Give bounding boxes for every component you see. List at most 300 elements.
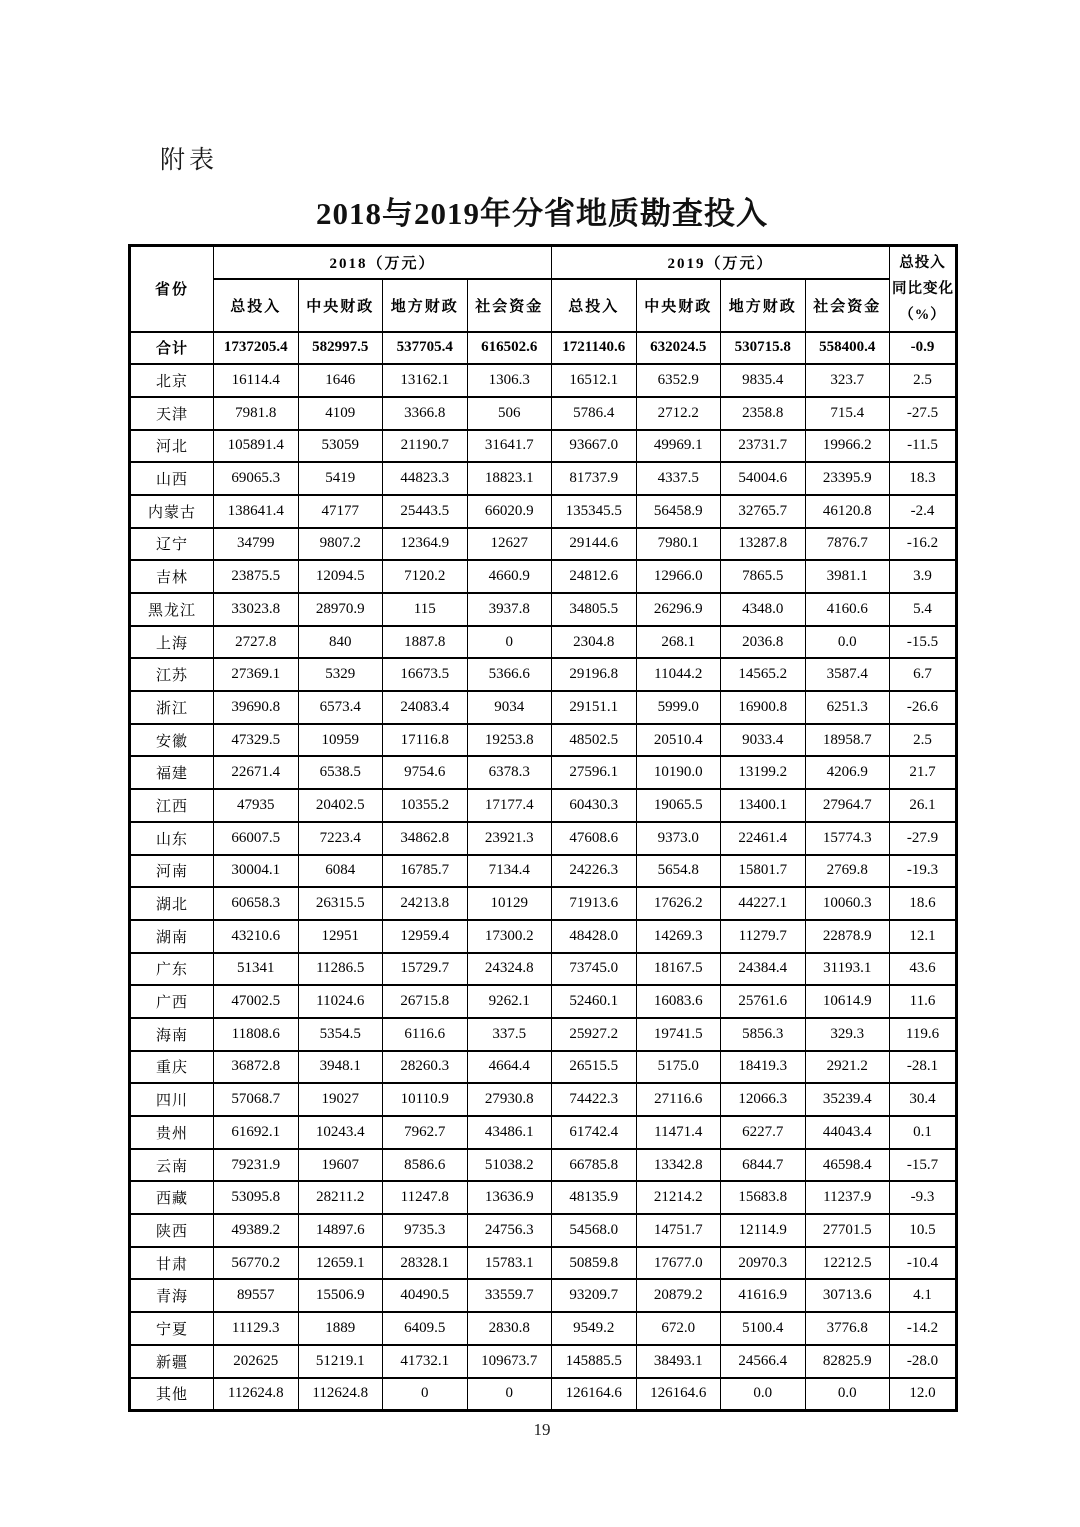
header-row-groups — [130, 246, 957, 279]
cell-value: 11237.9 — [805, 1181, 890, 1214]
cell-value: 19966.2 — [805, 430, 890, 463]
cell-value: 60658.3 — [214, 887, 299, 920]
cell-value: 50859.8 — [552, 1247, 637, 1280]
cell-province: 江西 — [130, 789, 214, 822]
cell-value: 11024.6 — [298, 985, 383, 1018]
cell-value: 0.0 — [805, 626, 890, 659]
cell-value: 17177.4 — [467, 789, 552, 822]
cell-value: 16785.7 — [383, 855, 468, 888]
cell-value: 1737205.4 — [214, 332, 299, 365]
cell-value: 16900.8 — [721, 691, 806, 724]
cell-province: 合计 — [130, 332, 214, 365]
cell-value: 54568.0 — [552, 1214, 637, 1247]
cell-value: 5419 — [298, 462, 383, 495]
cell-value: 4664.4 — [467, 1051, 552, 1084]
cell-value: 4348.0 — [721, 593, 806, 626]
cell-value: 60430.3 — [552, 789, 637, 822]
cell-value: 4109 — [298, 397, 383, 430]
cell-value: 26315.5 — [298, 887, 383, 920]
cell-value: 22878.9 — [805, 920, 890, 953]
cell-change-pct: -28.1 — [890, 1051, 957, 1084]
table-row — [130, 332, 957, 365]
cell-value: 19065.5 — [636, 789, 721, 822]
cell-province: 安徽 — [130, 724, 214, 757]
table-row — [130, 1181, 957, 1214]
cell-value: 4660.9 — [467, 560, 552, 593]
cell-value: 20879.2 — [636, 1279, 721, 1312]
cell-value: 34799 — [214, 528, 299, 561]
table-row — [130, 1083, 957, 1116]
cell-value: 34862.8 — [383, 822, 468, 855]
cell-province: 广西 — [130, 985, 214, 1018]
cell-value: 840 — [298, 626, 383, 659]
cell-value: 27116.6 — [636, 1083, 721, 1116]
cell-value: 9373.0 — [636, 822, 721, 855]
cell-change-pct: -15.7 — [890, 1149, 957, 1182]
cell-province: 广东 — [130, 953, 214, 986]
cell-value: 18958.7 — [805, 724, 890, 757]
cell-value: 2712.2 — [636, 397, 721, 430]
cell-value: 11286.5 — [298, 953, 383, 986]
cell-value: 22461.4 — [721, 822, 806, 855]
table-row — [130, 822, 957, 855]
cell-value: 15774.3 — [805, 822, 890, 855]
cell-value: 34805.5 — [552, 593, 637, 626]
cell-change-pct: 0.1 — [890, 1116, 957, 1149]
cell-value: 15729.7 — [383, 953, 468, 986]
cell-value: 8586.6 — [383, 1149, 468, 1182]
col-header-central-2018: 中央财政 — [298, 279, 383, 332]
cell-value: 5354.5 — [298, 1018, 383, 1051]
cell-value: 6844.7 — [721, 1149, 806, 1182]
col-header-local-2019: 地方财政 — [721, 279, 806, 332]
cell-value: 11808.6 — [214, 1018, 299, 1051]
cell-change-pct: -10.4 — [890, 1247, 957, 1280]
cell-change-pct: 2.5 — [890, 724, 957, 757]
cell-value: 632024.5 — [636, 332, 721, 365]
cell-value: 1646 — [298, 364, 383, 397]
col-header-group-2019: 2019（万元） — [552, 246, 890, 279]
col-header-central-2019: 中央财政 — [636, 279, 721, 332]
table-row — [130, 1051, 957, 1084]
cell-value: 6116.6 — [383, 1018, 468, 1051]
cell-value: 530715.8 — [721, 332, 806, 365]
cell-value: 3366.8 — [383, 397, 468, 430]
cell-province: 上海 — [130, 626, 214, 659]
cell-value: 9807.2 — [298, 528, 383, 561]
cell-value: 12627 — [467, 528, 552, 561]
cell-value: 30004.1 — [214, 855, 299, 888]
cell-value: 9835.4 — [721, 364, 806, 397]
col-header-social-2019: 社会资金 — [805, 279, 890, 332]
cell-value: 47608.6 — [552, 822, 637, 855]
cell-province: 黑龙江 — [130, 593, 214, 626]
cell-value: 14897.6 — [298, 1214, 383, 1247]
cell-value: 14565.2 — [721, 658, 806, 691]
table-row — [130, 1149, 957, 1182]
cell-value: 126164.6 — [552, 1378, 637, 1411]
cell-change-pct: -9.3 — [890, 1181, 957, 1214]
cell-change-pct: 5.4 — [890, 593, 957, 626]
cell-province: 新疆 — [130, 1345, 214, 1378]
cell-value: 1306.3 — [467, 364, 552, 397]
cell-value: 17116.8 — [383, 724, 468, 757]
cell-value: 11279.7 — [721, 920, 806, 953]
cell-value: 31641.7 — [467, 430, 552, 463]
cell-value: 109673.7 — [467, 1345, 552, 1378]
cell-province: 山西 — [130, 462, 214, 495]
cell-value: 79231.9 — [214, 1149, 299, 1182]
cell-province: 宁夏 — [130, 1312, 214, 1345]
cell-value: 26715.8 — [383, 985, 468, 1018]
cell-province: 天津 — [130, 397, 214, 430]
table-row — [130, 1312, 957, 1345]
cell-value: 10614.9 — [805, 985, 890, 1018]
cell-value: 69065.3 — [214, 462, 299, 495]
cell-value: 26515.5 — [552, 1051, 637, 1084]
cell-change-pct: 43.6 — [890, 953, 957, 986]
cell-value: 7981.8 — [214, 397, 299, 430]
cell-change-pct: 12.0 — [890, 1378, 957, 1411]
investment-table — [128, 244, 958, 1412]
cell-value: 46598.4 — [805, 1149, 890, 1182]
cell-value: 46120.8 — [805, 495, 890, 528]
table-row — [130, 887, 957, 920]
cell-value: 28970.9 — [298, 593, 383, 626]
cell-value: 12114.9 — [721, 1214, 806, 1247]
cell-province: 河南 — [130, 855, 214, 888]
cell-value: 21190.7 — [383, 430, 468, 463]
table-row — [130, 1378, 957, 1411]
cell-value: 81737.9 — [552, 462, 637, 495]
cell-change-pct: -15.5 — [890, 626, 957, 659]
cell-value: 40490.5 — [383, 1279, 468, 1312]
cell-value: 24083.4 — [383, 691, 468, 724]
cell-value: 18167.5 — [636, 953, 721, 986]
cell-value: 10959 — [298, 724, 383, 757]
cell-value: 24566.4 — [721, 1345, 806, 1378]
cell-value: 47177 — [298, 495, 383, 528]
cell-value: 6573.4 — [298, 691, 383, 724]
cell-value: 24756.3 — [467, 1214, 552, 1247]
cell-value: 16673.5 — [383, 658, 468, 691]
cell-value: 10110.9 — [383, 1083, 468, 1116]
cell-value: 12959.4 — [383, 920, 468, 953]
cell-value: 145885.5 — [552, 1345, 637, 1378]
cell-value: 44043.4 — [805, 1116, 890, 1149]
cell-value: 0 — [383, 1378, 468, 1411]
cell-value: 135345.5 — [552, 495, 637, 528]
cell-value: 7120.2 — [383, 560, 468, 593]
cell-province: 陕西 — [130, 1214, 214, 1247]
table-row — [130, 855, 957, 888]
cell-value: 56458.9 — [636, 495, 721, 528]
cell-value: 43486.1 — [467, 1116, 552, 1149]
table-row — [130, 528, 957, 561]
cell-value: 18419.3 — [721, 1051, 806, 1084]
table-header — [130, 246, 957, 332]
cell-value: 14269.3 — [636, 920, 721, 953]
cell-value: 17300.2 — [467, 920, 552, 953]
cell-value: 57068.7 — [214, 1083, 299, 1116]
cell-value: 48135.9 — [552, 1181, 637, 1214]
cell-value: 11247.8 — [383, 1181, 468, 1214]
cell-value: 558400.4 — [805, 332, 890, 365]
cell-value: 2769.8 — [805, 855, 890, 888]
cell-province: 海南 — [130, 1018, 214, 1051]
cell-value: 5856.3 — [721, 1018, 806, 1051]
table-row — [130, 953, 957, 986]
cell-change-pct: 10.5 — [890, 1214, 957, 1247]
cell-value: 5786.4 — [552, 397, 637, 430]
cell-value: 16083.6 — [636, 985, 721, 1018]
cell-value: 12966.0 — [636, 560, 721, 593]
cell-value: 61742.4 — [552, 1116, 637, 1149]
cell-value: 29196.8 — [552, 658, 637, 691]
cell-value: 53059 — [298, 430, 383, 463]
cell-value: 23921.3 — [467, 822, 552, 855]
cell-value: 24812.6 — [552, 560, 637, 593]
cell-value: 52460.1 — [552, 985, 637, 1018]
cell-value: 6409.5 — [383, 1312, 468, 1345]
cell-value: 12659.1 — [298, 1247, 383, 1280]
cell-value: 38493.1 — [636, 1345, 721, 1378]
cell-value: 672.0 — [636, 1312, 721, 1345]
cell-value: 35239.4 — [805, 1083, 890, 1116]
col-header-total-2018: 总投入 — [214, 279, 299, 332]
cell-province: 重庆 — [130, 1051, 214, 1084]
cell-change-pct: -11.5 — [890, 430, 957, 463]
cell-value: 9262.1 — [467, 985, 552, 1018]
cell-province: 浙江 — [130, 691, 214, 724]
cell-value: 12951 — [298, 920, 383, 953]
cell-value: 48502.5 — [552, 724, 637, 757]
cell-value: 25761.6 — [721, 985, 806, 1018]
cell-value: 93667.0 — [552, 430, 637, 463]
cell-value: 268.1 — [636, 626, 721, 659]
cell-province: 吉林 — [130, 560, 214, 593]
cell-value: 27964.7 — [805, 789, 890, 822]
cell-value: 10243.4 — [298, 1116, 383, 1149]
col-header-group-2018: 2018（万元） — [214, 246, 552, 279]
cell-change-pct: 18.3 — [890, 462, 957, 495]
cell-value: 13342.8 — [636, 1149, 721, 1182]
table-row — [130, 560, 957, 593]
cell-value: 12066.3 — [721, 1083, 806, 1116]
cell-value: 6378.3 — [467, 756, 552, 789]
cell-value: 4160.6 — [805, 593, 890, 626]
cell-change-pct: -19.3 — [890, 855, 957, 888]
cell-value: 3587.4 — [805, 658, 890, 691]
cell-value: 582997.5 — [298, 332, 383, 365]
cell-value: 47935 — [214, 789, 299, 822]
cell-value: 13199.2 — [721, 756, 806, 789]
cell-value: 9033.4 — [721, 724, 806, 757]
table-row — [130, 462, 957, 495]
table-row — [130, 626, 957, 659]
cell-value: 3981.1 — [805, 560, 890, 593]
cell-value: 28211.2 — [298, 1181, 383, 1214]
cell-value: 25443.5 — [383, 495, 468, 528]
cell-value: 10190.0 — [636, 756, 721, 789]
cell-value: 29144.6 — [552, 528, 637, 561]
cell-value: 17626.2 — [636, 887, 721, 920]
cell-province: 江苏 — [130, 658, 214, 691]
cell-value: 11044.2 — [636, 658, 721, 691]
table-row — [130, 397, 957, 430]
cell-change-pct: 119.6 — [890, 1018, 957, 1051]
cell-value: 6251.3 — [805, 691, 890, 724]
cell-value: 28260.3 — [383, 1051, 468, 1084]
cell-value: 19741.5 — [636, 1018, 721, 1051]
cell-value: 24324.8 — [467, 953, 552, 986]
table-row — [130, 1345, 957, 1378]
cell-value: 1887.8 — [383, 626, 468, 659]
cell-value: 3776.8 — [805, 1312, 890, 1345]
cell-value: 5366.6 — [467, 658, 552, 691]
cell-value: 30713.6 — [805, 1279, 890, 1312]
col-header-change — [890, 246, 957, 332]
cell-province: 北京 — [130, 364, 214, 397]
cell-value: 33023.8 — [214, 593, 299, 626]
cell-value: 23731.7 — [721, 430, 806, 463]
cell-value: 138641.4 — [214, 495, 299, 528]
cell-value: 25927.2 — [552, 1018, 637, 1051]
cell-value: 2830.8 — [467, 1312, 552, 1345]
col-header-social-2018: 社会资金 — [467, 279, 552, 332]
cell-province: 四川 — [130, 1083, 214, 1116]
cell-value: 0.0 — [721, 1378, 806, 1411]
cell-value: 126164.6 — [636, 1378, 721, 1411]
cell-value: 112624.8 — [298, 1378, 383, 1411]
cell-value: 41616.9 — [721, 1279, 806, 1312]
table-row — [130, 495, 957, 528]
cell-value: 0 — [467, 1378, 552, 1411]
cell-value: 27369.1 — [214, 658, 299, 691]
cell-value: 1721140.6 — [552, 332, 637, 365]
cell-change-pct: -28.0 — [890, 1345, 957, 1378]
cell-value: 12094.5 — [298, 560, 383, 593]
cell-value: 10355.2 — [383, 789, 468, 822]
col-header-total-2019: 总投入 — [552, 279, 637, 332]
cell-value: 43210.6 — [214, 920, 299, 953]
cell-value: 105891.4 — [214, 430, 299, 463]
cell-value: 616502.6 — [467, 332, 552, 365]
cell-value: 89557 — [214, 1279, 299, 1312]
cell-province: 贵州 — [130, 1116, 214, 1149]
cell-value: 5100.4 — [721, 1312, 806, 1345]
cell-value: 4337.5 — [636, 462, 721, 495]
cell-value: 71913.6 — [552, 887, 637, 920]
cell-value: 29151.1 — [552, 691, 637, 724]
cell-value: 13400.1 — [721, 789, 806, 822]
cell-value: 5654.8 — [636, 855, 721, 888]
table-row — [130, 1214, 957, 1247]
cell-value: 48428.0 — [552, 920, 637, 953]
cell-value: 19607 — [298, 1149, 383, 1182]
cell-value: 66020.9 — [467, 495, 552, 528]
cell-value: 7865.5 — [721, 560, 806, 593]
cell-value: 66007.5 — [214, 822, 299, 855]
cell-value: 53095.8 — [214, 1181, 299, 1214]
cell-value: 21214.2 — [636, 1181, 721, 1214]
cell-value: 11129.3 — [214, 1312, 299, 1345]
cell-province: 青海 — [130, 1279, 214, 1312]
cell-province: 湖北 — [130, 887, 214, 920]
cell-change-pct: -27.9 — [890, 822, 957, 855]
cell-change-pct: 26.1 — [890, 789, 957, 822]
cell-value: 41732.1 — [383, 1345, 468, 1378]
cell-value: 7876.7 — [805, 528, 890, 561]
table-row — [130, 364, 957, 397]
cell-value: 22671.4 — [214, 756, 299, 789]
cell-change-pct: -27.5 — [890, 397, 957, 430]
cell-value: 6227.7 — [721, 1116, 806, 1149]
cell-value: 3948.1 — [298, 1051, 383, 1084]
cell-value: 16114.4 — [214, 364, 299, 397]
cell-value: 537705.4 — [383, 332, 468, 365]
cell-value: 329.3 — [805, 1018, 890, 1051]
cell-value: 33559.7 — [467, 1279, 552, 1312]
cell-value: 51341 — [214, 953, 299, 986]
cell-value: 28328.1 — [383, 1247, 468, 1280]
table-row — [130, 1247, 957, 1280]
cell-province: 其他 — [130, 1378, 214, 1411]
cell-value: 13162.1 — [383, 364, 468, 397]
cell-value: 44823.3 — [383, 462, 468, 495]
cell-value: 16512.1 — [552, 364, 637, 397]
col-header-change-line2: 同比变化 — [892, 280, 955, 297]
cell-value: 13636.9 — [467, 1181, 552, 1214]
table-row — [130, 593, 957, 626]
cell-value: 15506.9 — [298, 1279, 383, 1312]
cell-value: 13287.8 — [721, 528, 806, 561]
cell-value: 20510.4 — [636, 724, 721, 757]
cell-value: 506 — [467, 397, 552, 430]
cell-value: 4206.9 — [805, 756, 890, 789]
cell-change-pct: -26.6 — [890, 691, 957, 724]
cell-value: 7223.4 — [298, 822, 383, 855]
table-row — [130, 724, 957, 757]
table-row — [130, 1018, 957, 1051]
cell-province: 福建 — [130, 756, 214, 789]
cell-value: 3937.8 — [467, 593, 552, 626]
cell-change-pct: 6.7 — [890, 658, 957, 691]
table-row — [130, 658, 957, 691]
cell-value: 61692.1 — [214, 1116, 299, 1149]
cell-value: 9754.6 — [383, 756, 468, 789]
cell-value: 115 — [383, 593, 468, 626]
cell-province: 河北 — [130, 430, 214, 463]
cell-value: 26296.9 — [636, 593, 721, 626]
col-header-change-line1: 总投入 — [899, 254, 946, 271]
cell-value: 10060.3 — [805, 887, 890, 920]
cell-value: 23395.9 — [805, 462, 890, 495]
cell-value: 18823.1 — [467, 462, 552, 495]
col-header-change-line3: （%） — [899, 306, 946, 323]
cell-value: 51038.2 — [467, 1149, 552, 1182]
cell-value: 6538.5 — [298, 756, 383, 789]
cell-value: 74422.3 — [552, 1083, 637, 1116]
cell-change-pct: -2.4 — [890, 495, 957, 528]
appendix-label: 附表 — [160, 145, 219, 174]
cell-value: 6352.9 — [636, 364, 721, 397]
col-header-province: 省份 — [130, 246, 214, 332]
cell-change-pct: 3.9 — [890, 560, 957, 593]
cell-province: 西藏 — [130, 1181, 214, 1214]
cell-change-pct: 21.7 — [890, 756, 957, 789]
cell-value: 10129 — [467, 887, 552, 920]
